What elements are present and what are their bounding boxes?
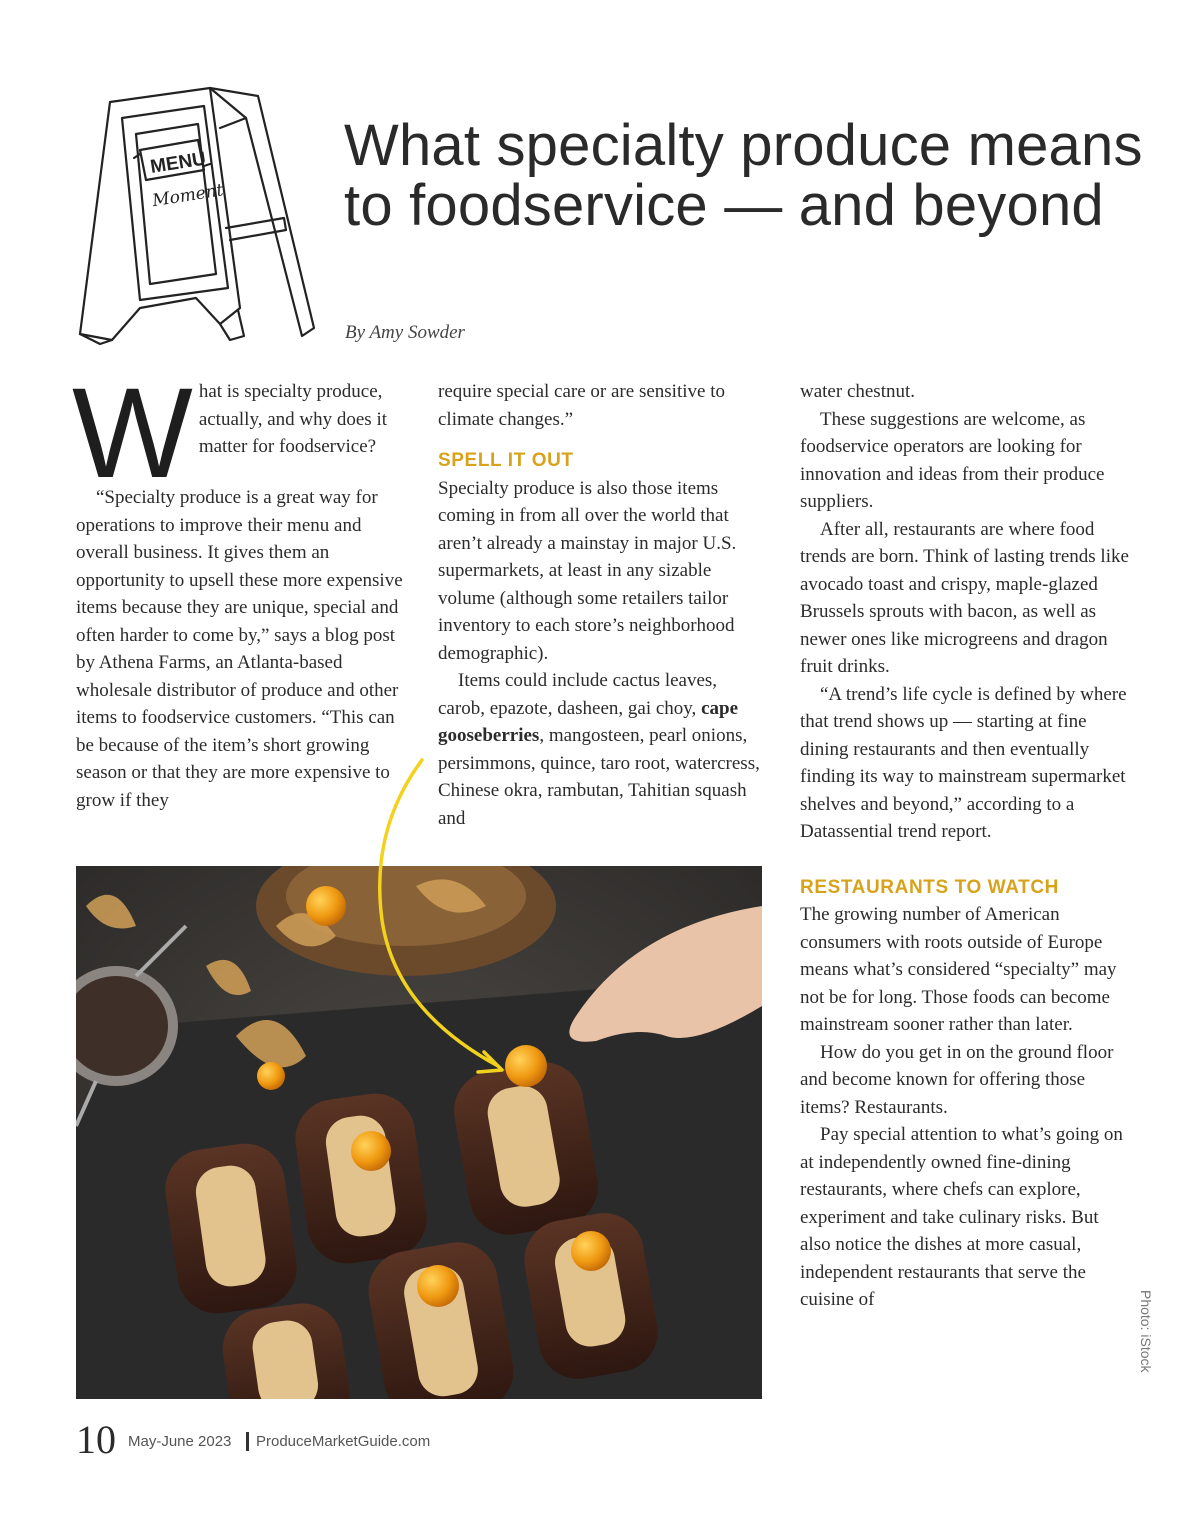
paragraph: How do you get in on the ground floor and become known for offering those items? Restaurants. — [800, 1041, 1114, 1118]
paragraph: After all, restaurants are where food trends are born. Think of lasting trends like avocado toast and crispy, maple-glazed Brussels sprouts with bacon, as well as newer ones like microgreens and dragon fruit drinks. — [800, 518, 1129, 677]
paragraph: require special care or are sensitive to climate changes.” — [438, 381, 725, 430]
highlighted-term: cape gooseberries — [438, 697, 738, 746]
logo-moment-text: Moment — [150, 180, 225, 212]
menu-board-icon — [70, 78, 330, 350]
logo-menu-text: MENU — [148, 148, 208, 178]
drop-cap: W — [72, 362, 193, 505]
photo-credit: Photo: iStock — [1138, 1290, 1154, 1373]
page-number: 10 — [76, 1417, 116, 1462]
issue-date: May-June 2023 — [128, 1433, 232, 1450]
byline: By Amy Sowder — [345, 322, 465, 343]
paragraph: water chestnut. — [800, 381, 916, 402]
paragraph: The growing number of American consumers with roots outside of Europe means what’s considered “specialty” may not be for long. Those foods can become mainstream sooner rather than later. — [800, 904, 1117, 1035]
subhead-spell-it-out: SPELL IT OUT — [438, 450, 574, 471]
paragraph: hat is specialty produce, actually, and why does it matter for foodservice? — [198, 381, 388, 457]
paragraph: Specialty produce is also those items coming in from all over the world that aren’t already a mainstay in major U.S. supermarkets, at least in any sizable volume (although some retailers tailor inventory to each store’s neighborhood demographic). — [438, 477, 737, 664]
footer-divider — [246, 1432, 249, 1451]
headline: What specialty produce means to foodservice — and beyond — [344, 113, 1143, 238]
paragraph: These suggestions are welcome, as foodservice operators are looking for innovation and ideas from their produce suppliers. — [800, 408, 1105, 512]
article-column-3 — [800, 378, 1130, 1314]
text-run: , mangosteen, pearl onions, persimmons, quince, taro root, watercress, Chinese okra, rambutan, Tahitian squash and — [438, 725, 760, 829]
subhead-restaurants-to-watch: RESTAURANTS TO WATCH — [800, 876, 1059, 898]
paragraph: “Specialty produce is a great way for operations to improve their menu and overall business. It gives them an opportunity to upsell these more expensive items because they are unique, special and often harder to come by,” says a blog post by Athena Farms, an Atlanta-based wholesale distributor of produce and other items to foodservice customers. “This can be because of the item’s short growing season or that they are more expensive to grow if they — [76, 487, 403, 811]
article-column-1 — [72, 362, 406, 814]
text-run: Items could include cactus leaves, carob, epazote, dasheen, gai choy, — [438, 670, 718, 719]
callout-arrow-icon — [360, 740, 540, 1080]
paragraph: “A trend’s life cycle is defined by where that trend shows up — starting at fine dining restaurants and then eventually finding its way to mainstream supermarket shelves and beyond,” according to a Datassential trend report. — [800, 683, 1127, 842]
paragraph: Pay special attention to what’s going on at independently owned fine-dining restaurants, where chefs can explore, experiment and take culinary risks. But also notice the dishes at more casual, independent restaurants that serve the cuisine of — [800, 1124, 1123, 1310]
site-name[interactable]: ProduceMarketGuide.com — [256, 1433, 431, 1450]
